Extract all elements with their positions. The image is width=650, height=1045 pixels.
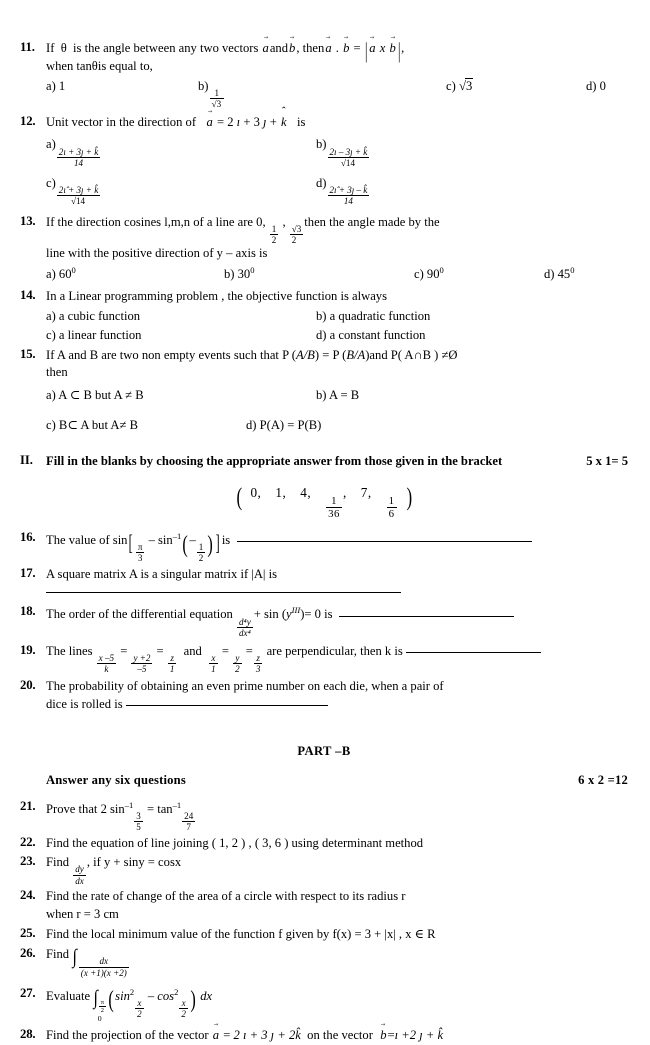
prob-a-given-b: A/B bbox=[295, 347, 315, 362]
question-23 bbox=[20, 854, 628, 885]
i-hat: ı bbox=[236, 114, 241, 129]
vector-b-3: b → bbox=[388, 40, 396, 58]
answer-blank[interactable] bbox=[406, 652, 541, 653]
denominator: 2 bbox=[181, 1009, 186, 1020]
question-11-options bbox=[20, 77, 628, 111]
denominator bbox=[57, 196, 100, 207]
fraction-3-5 bbox=[134, 811, 143, 832]
question-text bbox=[46, 854, 628, 885]
q11-comma: , bbox=[296, 41, 300, 55]
question-13-options bbox=[20, 264, 628, 284]
numerator: d⁴y bbox=[239, 616, 251, 627]
q19-text-b: are perpendicular, then k is bbox=[266, 643, 403, 658]
q18-text-a: The order of the differential equation bbox=[46, 607, 233, 622]
fraction-24-7 bbox=[182, 811, 195, 832]
q24-line2: when r = 3 cm bbox=[46, 906, 119, 921]
question-number: 20. bbox=[20, 678, 36, 693]
numerator: x bbox=[179, 998, 188, 1009]
question-number: 24. bbox=[20, 887, 36, 902]
triple-prime: III bbox=[291, 605, 301, 616]
option-b[interactable] bbox=[198, 77, 446, 111]
question-20 bbox=[20, 678, 628, 714]
numerator: dy bbox=[75, 864, 84, 875]
plus-2: + bbox=[269, 114, 277, 129]
degree-symbol: 0 bbox=[439, 264, 444, 275]
vector-b: b → bbox=[379, 1027, 387, 1045]
q20-text: The probability of obtaining an even prime number on each die, when a pair of bbox=[46, 679, 444, 694]
option-b-label: b) bbox=[198, 79, 209, 94]
q15-text-b: ) = P ( bbox=[314, 347, 347, 362]
sqrt-symbol: √3 bbox=[211, 99, 222, 111]
q26-text-a: Find bbox=[46, 947, 70, 962]
q18-text-b: )= 0 is bbox=[300, 607, 333, 622]
denominator: 14 bbox=[73, 157, 84, 168]
degree-symbol: 0 bbox=[570, 264, 575, 275]
option-b[interactable] bbox=[224, 264, 414, 284]
fraction-1-36 bbox=[326, 495, 342, 520]
integral-limits bbox=[98, 995, 107, 1023]
denominator: 2 bbox=[291, 234, 297, 245]
bracket-item-2: 4, bbox=[300, 484, 312, 500]
part-b-marks: 6 x 2 =12 bbox=[578, 773, 628, 788]
q13-line2: line with the positive direction of y – axis is bbox=[46, 245, 268, 260]
fraction-pi-2 bbox=[99, 999, 106, 1014]
fraction-option-c bbox=[57, 185, 100, 208]
question-22 bbox=[20, 835, 628, 853]
superscript-minus-1: –1 bbox=[172, 531, 182, 542]
sqrt-symbol: √14 bbox=[340, 157, 355, 169]
paren-open: ( bbox=[182, 530, 189, 558]
q23-text-a: Find bbox=[46, 855, 70, 870]
option-c[interactable] bbox=[46, 174, 316, 208]
option-d-text: d) 45 bbox=[544, 267, 571, 281]
bracket-close: ] bbox=[216, 529, 221, 555]
denominator: 3 bbox=[137, 553, 143, 564]
upper-limit bbox=[98, 995, 107, 1014]
vector-a-expression: 2 ı + 3 ȷ + 2k̂ bbox=[233, 1028, 301, 1043]
option-a[interactable]: a) 1 bbox=[46, 79, 66, 94]
question-text bbox=[46, 986, 628, 1023]
numerator: 2ı – 3ȷ + k̂ bbox=[329, 146, 368, 157]
question-12-options-row2 bbox=[20, 169, 628, 208]
q16-text-b: is bbox=[221, 533, 231, 548]
vector-a: a → bbox=[262, 40, 270, 58]
question-text: Find the equation of line joining ( 1, 2 ) , ( 3, 6 ) using determinant method bbox=[46, 835, 424, 850]
numerator: z bbox=[254, 653, 263, 664]
bracket-item-1: 1, bbox=[275, 484, 287, 500]
fraction-dx-over-poly bbox=[79, 956, 129, 977]
question-number: 27. bbox=[20, 985, 36, 1000]
option-b[interactable]: b) A = B bbox=[316, 388, 360, 403]
eq: = bbox=[216, 114, 225, 129]
section-2-heading bbox=[20, 453, 628, 471]
question-text bbox=[46, 114, 628, 132]
numerator: π bbox=[137, 542, 143, 553]
cos-word: cos bbox=[157, 988, 175, 1003]
fraction-y-plus-2-neg5 bbox=[131, 653, 152, 674]
vector-a: a → bbox=[205, 114, 213, 132]
question-text bbox=[46, 1027, 628, 1045]
denominator: 1 bbox=[211, 664, 216, 675]
option-b-label: b) bbox=[316, 137, 327, 152]
question-number: 26. bbox=[20, 946, 36, 961]
option-c[interactable] bbox=[414, 264, 544, 284]
question-number: 19. bbox=[20, 642, 36, 657]
part-b-title: PART –B bbox=[297, 744, 351, 759]
question-text bbox=[46, 604, 628, 638]
minus-sign: – bbox=[148, 533, 155, 548]
fraction-pi-3 bbox=[136, 542, 145, 563]
numerator: 24 bbox=[184, 811, 194, 822]
question-13 bbox=[20, 214, 628, 263]
comma: , bbox=[282, 214, 286, 229]
question-text bbox=[46, 214, 628, 263]
q11-and: and bbox=[269, 41, 289, 55]
dot-symbol: . bbox=[335, 41, 339, 55]
bracket-item-3 bbox=[325, 484, 347, 520]
fraction-x-minus-5-k bbox=[97, 653, 116, 674]
question-18 bbox=[20, 604, 628, 638]
bracket-item-0: 0, bbox=[250, 484, 262, 500]
j-hat: ȷ bbox=[263, 114, 267, 129]
superscript-2-b: 2 bbox=[174, 986, 179, 997]
denominator: 2 bbox=[137, 1009, 142, 1020]
question-text bbox=[46, 347, 628, 383]
q15-line2: then bbox=[46, 365, 68, 380]
tan-word: tan bbox=[157, 802, 173, 817]
sqrt-3: √3 bbox=[458, 79, 473, 94]
question-12-options-row1 bbox=[20, 132, 628, 169]
question-15 bbox=[20, 347, 628, 383]
question-number: 23. bbox=[20, 854, 36, 869]
denominator: (x +1)(x +2) bbox=[80, 967, 127, 978]
question-26 bbox=[20, 946, 628, 977]
q11-text-2: is the angle between any two vectors bbox=[73, 41, 259, 55]
q20-line2-wrap bbox=[46, 696, 628, 714]
fraction-option-b bbox=[328, 147, 370, 170]
equals-1: = bbox=[223, 1028, 231, 1043]
question-number: 14. bbox=[20, 287, 36, 302]
vector-b-expression: ı +2 ȷ + k̂ bbox=[394, 1028, 444, 1043]
question-number: 15. bbox=[20, 346, 36, 361]
question-number: 18. bbox=[20, 604, 36, 619]
denominator: 2 bbox=[198, 553, 204, 564]
denominator: 2 bbox=[235, 664, 240, 675]
equals-4: = bbox=[245, 643, 253, 658]
section-marks: 5 x 1= 5 bbox=[586, 454, 628, 469]
option-b-text: b) 30 bbox=[224, 267, 251, 281]
option-c[interactable] bbox=[446, 77, 586, 111]
option-c[interactable]: c) a linear function bbox=[46, 327, 142, 342]
sin-word: sin bbox=[115, 988, 130, 1003]
answer-blank[interactable] bbox=[237, 541, 532, 542]
question-number: 22. bbox=[20, 834, 36, 849]
fraction-option-d bbox=[328, 185, 370, 206]
question-24 bbox=[20, 888, 628, 924]
question-text bbox=[46, 566, 628, 602]
sqrt-symbol: √14 bbox=[70, 196, 86, 208]
question-number: 25. bbox=[20, 925, 36, 940]
question-number: 28. bbox=[20, 1027, 36, 1042]
question-text bbox=[46, 888, 628, 924]
part-b-instruction-row bbox=[20, 773, 628, 788]
superscript-2: 2 bbox=[129, 986, 135, 997]
q15-text-a: If A and B are two non empty events such that P ( bbox=[46, 347, 296, 362]
section-label: II. bbox=[20, 453, 33, 468]
numerator: √3 bbox=[291, 223, 302, 234]
numerator: 2ı̂ + 3ȷ – k̂ bbox=[329, 185, 368, 196]
question-14-options-row1 bbox=[20, 307, 628, 326]
denominator: k bbox=[104, 664, 109, 675]
q24-text: Find the rate of change of the area of a circle with respect to its radius r bbox=[46, 888, 406, 903]
option-d[interactable] bbox=[544, 264, 628, 284]
denominator: 1 bbox=[169, 664, 175, 675]
option-d-label: d) bbox=[316, 176, 327, 191]
superscript-minus-1-2: –1 bbox=[172, 800, 182, 811]
fraction-x-2-b bbox=[179, 998, 188, 1019]
paren-close: ) bbox=[405, 481, 412, 511]
question-17 bbox=[20, 566, 628, 602]
prob-b-given-a: B/A bbox=[346, 347, 366, 362]
equals-2: = bbox=[156, 643, 164, 658]
q21-text-a: Prove that 2 sin bbox=[46, 802, 125, 817]
plus-1: + bbox=[243, 114, 251, 129]
question-text: In a Linear programming problem , the objective function is always bbox=[46, 288, 387, 303]
q28-text-a: Find the projection of the vector bbox=[46, 1028, 209, 1043]
numerator: x bbox=[209, 653, 218, 664]
question-28 bbox=[20, 1027, 628, 1045]
theta-symbol: θ bbox=[60, 41, 67, 55]
q11-text-1: If bbox=[46, 41, 55, 55]
q15-text-c: )and P( A∩B ) ≠Ø bbox=[365, 347, 458, 362]
answer-blank[interactable] bbox=[126, 705, 328, 706]
minus-sign: – bbox=[147, 988, 155, 1003]
section-instruction bbox=[46, 453, 628, 471]
coef-i: 2 bbox=[227, 114, 234, 129]
q11-then: then bbox=[302, 41, 325, 55]
q19-text-a: The lines bbox=[46, 643, 93, 658]
question-16 bbox=[20, 530, 628, 564]
question-14-options-row2 bbox=[20, 326, 628, 345]
bracket-item-5 bbox=[386, 485, 398, 520]
denominator: 5 bbox=[136, 822, 141, 833]
fraction-x-1 bbox=[209, 653, 218, 674]
integral-sign: ∫ bbox=[93, 987, 99, 1010]
question-number: 21. bbox=[20, 799, 36, 814]
denominator: 36 bbox=[328, 507, 340, 520]
equals-3: = bbox=[221, 643, 229, 658]
denominator: –5 bbox=[137, 664, 147, 675]
section-instruction-text: Fill in the blanks by choosing the appropriate answer from those given in the bracket bbox=[46, 454, 503, 469]
q13-text-b: then the angle made by the bbox=[304, 214, 440, 229]
degree-symbol: 0 bbox=[250, 264, 255, 275]
numerator: 2ı + 3ȷ + k̂ bbox=[58, 146, 99, 157]
question-19 bbox=[20, 643, 628, 674]
abs-bar-close: | bbox=[397, 37, 401, 63]
option-d[interactable]: d) 0 bbox=[586, 79, 606, 94]
option-a[interactable] bbox=[46, 135, 316, 169]
option-c-label: c) bbox=[46, 176, 56, 191]
fraction-1-6 bbox=[387, 495, 397, 520]
inner-minus: – bbox=[189, 533, 196, 548]
denominator: dx bbox=[75, 875, 84, 886]
equals-sign: = bbox=[146, 802, 155, 817]
q13-text-a: If the direction cosines l,m,n of a line are 0, bbox=[46, 214, 266, 229]
numerator: dx bbox=[79, 956, 129, 967]
option-c[interactable]: c) B⊂ A but A≠ B bbox=[46, 418, 138, 433]
q11-line2: when tanθis equal to, bbox=[46, 59, 153, 74]
question-number: 12. bbox=[20, 113, 36, 128]
denominator: dx⁴ bbox=[239, 627, 251, 638]
numerator: y +2 bbox=[133, 652, 151, 663]
abs-bar-open: | bbox=[364, 37, 368, 63]
option-d[interactable] bbox=[316, 174, 628, 208]
paren-open: ( bbox=[108, 986, 114, 1014]
option-c-label: c) bbox=[446, 79, 456, 94]
denominator: 2 bbox=[271, 234, 277, 245]
question-number: 11. bbox=[20, 40, 35, 54]
option-a-text: a) 60 bbox=[46, 267, 72, 281]
k-hat: k ˆ bbox=[280, 114, 288, 132]
denominator: 14 bbox=[343, 196, 353, 207]
numerator: 1 bbox=[326, 495, 342, 508]
vector-a-2: a → bbox=[324, 40, 332, 58]
numerator: y bbox=[233, 653, 242, 664]
answer-bracket bbox=[20, 481, 628, 520]
q12-text: Unit vector in the direction of bbox=[46, 114, 197, 129]
equals-sign: = bbox=[353, 41, 361, 55]
denominator: 2 bbox=[100, 1007, 104, 1015]
q23-text-b: , if y + siny = cosx bbox=[86, 855, 182, 870]
numerator: x bbox=[135, 998, 144, 1009]
fraction-z-3 bbox=[254, 653, 263, 674]
option-a-label: a) bbox=[46, 137, 56, 152]
numerator: 1 bbox=[271, 223, 277, 234]
coef-j: 3 bbox=[253, 114, 260, 129]
question-14 bbox=[20, 288, 628, 306]
and-word: and bbox=[183, 643, 202, 658]
question-15-options-row1 bbox=[20, 383, 628, 405]
q16-text-a: The value of sin bbox=[46, 533, 128, 548]
question-27 bbox=[20, 986, 628, 1023]
question-number: 17. bbox=[20, 565, 36, 580]
fraction-x-2-a bbox=[135, 998, 144, 1019]
is-word: is bbox=[297, 114, 306, 129]
option-b[interactable]: b) a quadratic function bbox=[316, 308, 431, 323]
option-a[interactable] bbox=[46, 264, 224, 284]
lower-limit: 0 bbox=[97, 1013, 102, 1023]
option-d[interactable]: d) P(A) = P(B) bbox=[246, 418, 322, 433]
denominator: 6 bbox=[388, 507, 395, 520]
q28-text-b: on the vector bbox=[307, 1028, 373, 1043]
q17-text: A square matrix A is a singular matrix if |A| is bbox=[46, 566, 277, 581]
integral-sign: ∫ bbox=[72, 945, 78, 968]
vector-a-3: a → bbox=[368, 40, 376, 58]
numerator: 1 bbox=[198, 542, 204, 553]
question-number: 16. bbox=[20, 530, 36, 545]
q27-text-a: Evaluate bbox=[46, 988, 91, 1003]
q20-line2: dice is rolled is bbox=[46, 697, 123, 712]
equals-2: = bbox=[387, 1028, 395, 1043]
question-number: 13. bbox=[20, 213, 36, 228]
question-21 bbox=[20, 799, 628, 833]
option-d[interactable]: d) a constant function bbox=[316, 327, 426, 342]
numerator: 1 bbox=[210, 88, 225, 99]
numerator: π bbox=[100, 998, 104, 1006]
fraction-z-1 bbox=[168, 653, 177, 674]
y-variable: y bbox=[286, 607, 292, 622]
option-a[interactable]: a) A ⊂ B but A ≠ B bbox=[46, 388, 144, 403]
fraction-dy-dx bbox=[73, 864, 86, 885]
part-b-instruction: Answer any six questions bbox=[46, 773, 186, 788]
sin-open: sin ( bbox=[264, 607, 287, 622]
fraction-y-2 bbox=[233, 653, 242, 674]
question-text bbox=[46, 643, 628, 674]
superscript-minus-1: –1 bbox=[124, 800, 134, 811]
equals-1: = bbox=[120, 643, 128, 658]
question-15-options-row2 bbox=[20, 405, 628, 435]
fraction-option-a bbox=[57, 147, 100, 168]
question-text: If θ is the angle between any two vectors a →andb →, thena → . b → = | a → x b →|, when tanθis equal to, bbox=[46, 40, 628, 76]
denominator: 3 bbox=[255, 664, 261, 675]
numerator: x –5 bbox=[98, 652, 115, 663]
option-b[interactable] bbox=[316, 135, 628, 169]
question-text bbox=[46, 530, 628, 564]
numerator: 1 bbox=[388, 494, 395, 507]
fraction-1-2 bbox=[197, 542, 206, 563]
question-12 bbox=[20, 114, 628, 132]
degree-symbol: 0 bbox=[71, 264, 76, 275]
fraction-1-2 bbox=[270, 224, 279, 245]
fraction-d4y-dx4 bbox=[237, 617, 253, 638]
numerator: z bbox=[168, 653, 177, 664]
question-text bbox=[46, 678, 628, 714]
dx-differential: dx bbox=[200, 988, 213, 1003]
question-text: Find the local minimum value of the function f given by f(x) = 3 + |x| , x ∈ R bbox=[46, 926, 436, 941]
paren-close: ) bbox=[207, 530, 214, 558]
question-text bbox=[46, 799, 628, 833]
paren-open: ( bbox=[236, 481, 242, 511]
question-11 bbox=[20, 37, 628, 76]
denominator bbox=[328, 158, 370, 169]
plus-sign: + bbox=[253, 607, 261, 622]
question-25 bbox=[20, 926, 628, 944]
vector-b-2: b → bbox=[342, 40, 350, 58]
vector-a: a → bbox=[212, 1027, 220, 1045]
bracket-items bbox=[243, 485, 404, 520]
bracket-open: [ bbox=[129, 529, 134, 555]
option-a[interactable]: a) a cubic function bbox=[46, 308, 141, 323]
paren-close: ) bbox=[190, 986, 196, 1014]
answer-blank[interactable] bbox=[339, 616, 514, 617]
numerator: 2ı̂ + 3ȷ + k̂ bbox=[58, 185, 99, 196]
option-c-text: c) 90 bbox=[414, 267, 440, 281]
bracket-item-4: 7, bbox=[360, 484, 372, 500]
bracket-comma: , bbox=[342, 484, 347, 500]
question-text bbox=[46, 946, 628, 977]
answer-blank[interactable] bbox=[46, 592, 401, 593]
sin-inverse: sin bbox=[158, 533, 173, 548]
fraction-root3-2 bbox=[290, 224, 304, 245]
numerator: 3 bbox=[136, 811, 141, 822]
vector-b: b → bbox=[288, 40, 296, 58]
cross-symbol: x bbox=[379, 41, 386, 55]
denominator: 7 bbox=[186, 822, 191, 833]
